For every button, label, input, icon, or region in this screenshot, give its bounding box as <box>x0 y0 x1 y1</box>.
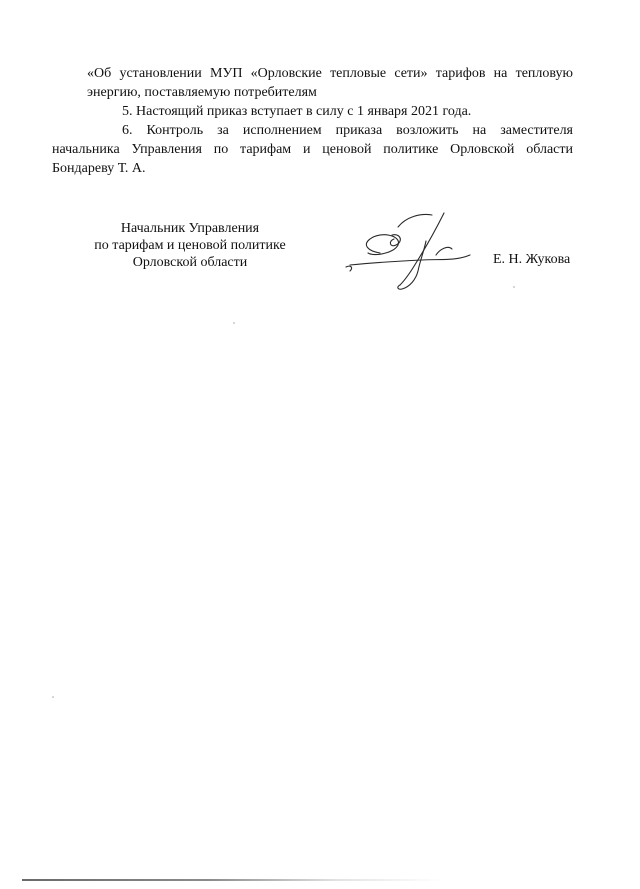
paragraph-item-5 <box>87 102 573 121</box>
text-line: энергию, поставляемую потребителям <box>87 85 317 100</box>
paragraph-item-6 <box>52 121 573 178</box>
text-line: начальника Управления по тарифам и ценовой политике Орловской области <box>52 142 573 157</box>
signatory-title-line: Начальник Управления <box>120 221 260 236</box>
signatory-title-line: по тарифам и ценовой политике <box>94 238 286 253</box>
handwritten-signature <box>340 205 480 295</box>
signatory-title-line: Орловской области <box>132 255 248 270</box>
document-body <box>52 64 573 178</box>
paragraph-continuation <box>87 64 573 102</box>
text-line: 6. Контроль за исполнением приказа возложить на заместителя <box>122 123 573 138</box>
scan-edge-line <box>22 879 442 881</box>
scan-speck <box>513 286 515 288</box>
signer-name: Е. Н. Жукова <box>493 252 571 267</box>
scan-speck <box>52 696 54 698</box>
text-line: 5. Настоящий приказ вступает в силу с 1 января 2021 года. <box>122 104 472 119</box>
scan-speck <box>233 322 235 324</box>
text-line: «Об установлении МУП «Орловские тепловые сети» тарифов на тепловую <box>87 66 573 81</box>
signatory-title <box>70 220 310 271</box>
text-line: Бондареву Т. А. <box>52 161 146 176</box>
